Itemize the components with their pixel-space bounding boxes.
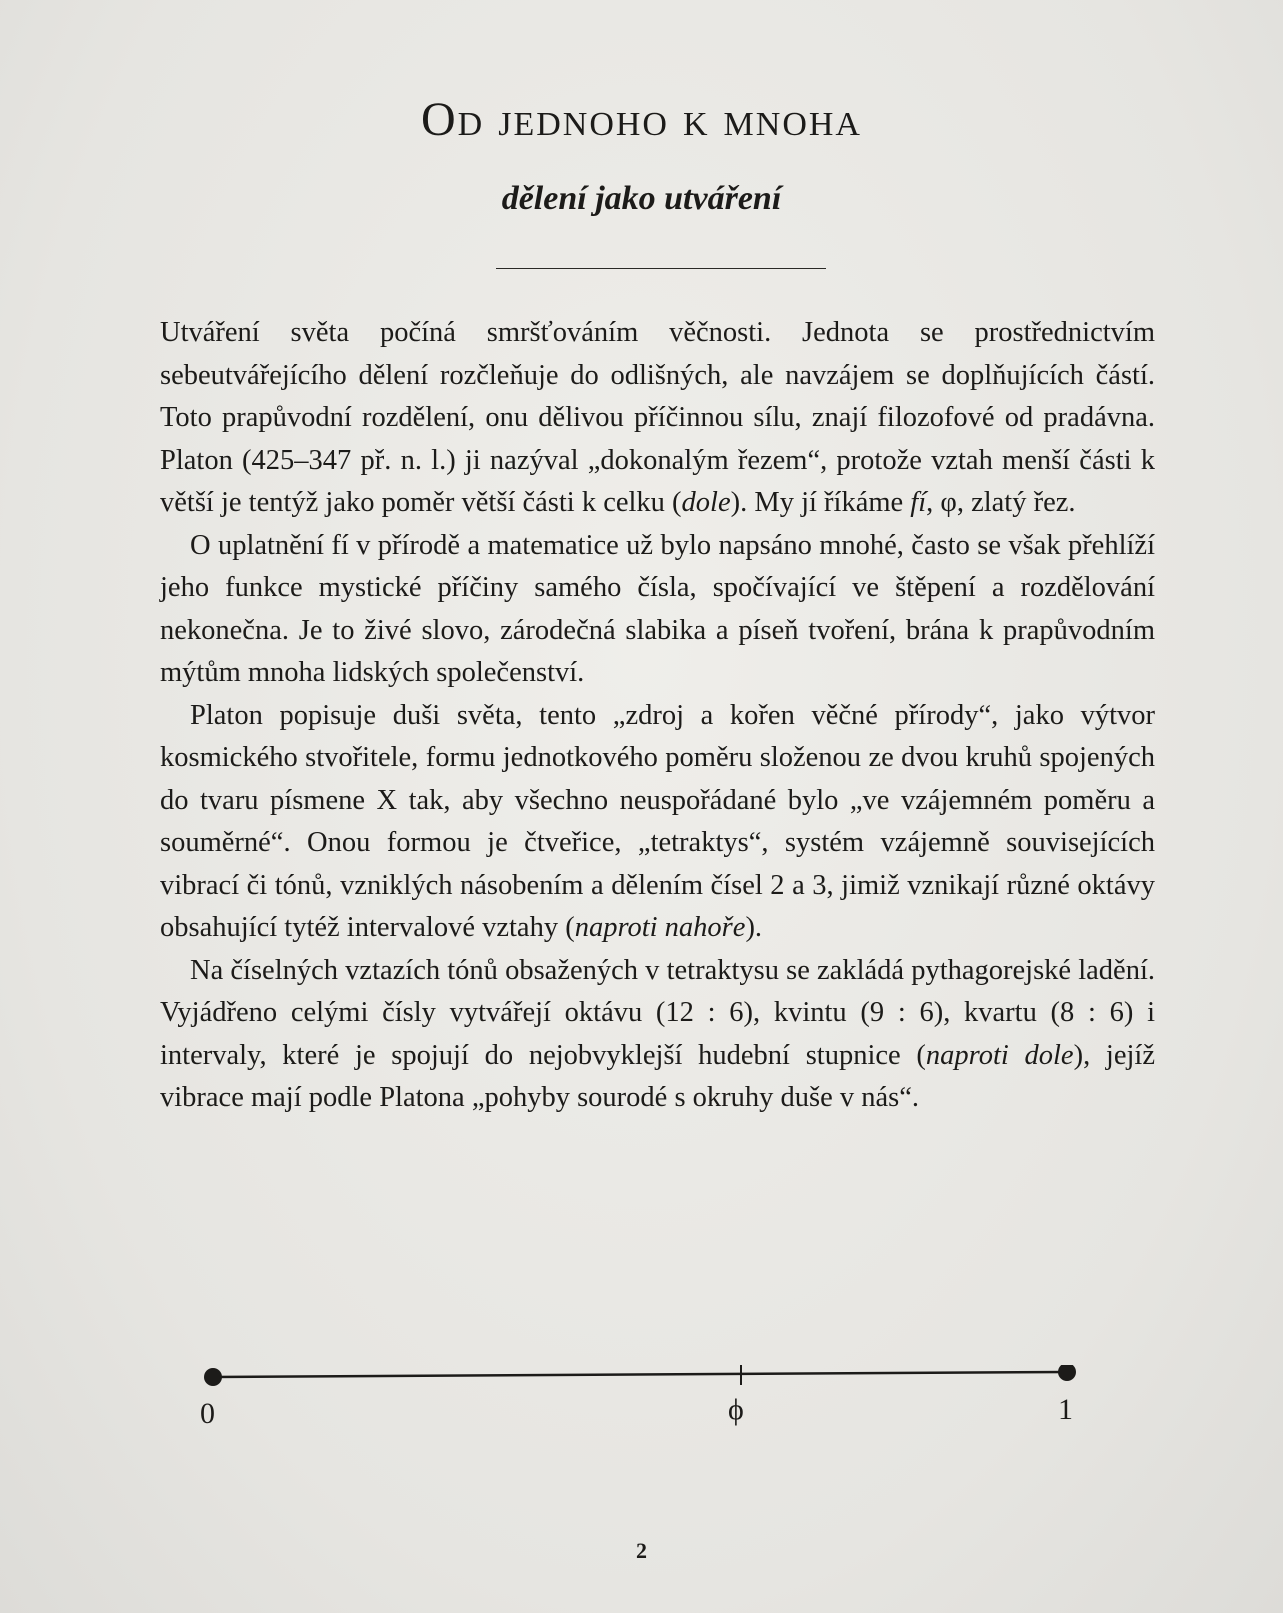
golden-section-diagram: [180, 1365, 1130, 1485]
segment-line: [213, 1372, 1067, 1377]
paragraph: Platon popisuje duši světa, tento „zdroj a kořen věčné přírody“, jako výtvor kosmického stvořitele, formu jednotkového poměru složenou ze dvou kruhů spojených do tvaru písmene X tak, aby všechno neuspořádané bylo „ve vzájemném poměru a souměrné“. Onou formou je čtveřice, „tetraktys“, systém vzájemně souvisejících vibrací či tónů, vzniklých násobením a dělením čísel 2 a 3, jimiž vznikají různé oktávy obsahující tytéž intervalové vztahy (naproti nahoře).: [160, 699, 1155, 943]
golden-section-line-svg: [180, 1365, 1130, 1485]
title-divider: [496, 268, 826, 269]
page-number: 2: [636, 1538, 647, 1563]
chapter-subtitle: dělení jako utváření: [501, 180, 782, 217]
paragraph: Utváření světa počíná smršťováním věčnosti. Jednota se prostřednictvím sebeutvářejícího dělení rozčleňuje do odlišných, ale navzájem se doplňujících částí. Toto prapůvodní rozdělení, onu dělivou příčinnou sílu, znají filozofové od pradávna. Platon (425–347 př. n. l.) ji nazýval „dokonalým řezem“, protože vztah menší části k větší je tentýž jako poměr větší části k celku (dole). My jí říkáme fí, φ, zlatý řez.: [160, 317, 1155, 518]
label-phi: ϕ: [728, 1393, 744, 1426]
paragraph: O uplatnění fí v přírodě a matematice už bylo napsáno mnohé, často se však přehlíží jeho funkce mystické příčiny samého čísla, spočívající ve štěpení a rozdělování nekonečna. Je to živé slovo, zárodečná slabika a píseň tvoření, brána k prapůvodním mýtům mnoha lidských společenství.: [160, 529, 1155, 688]
chapter-title: Od jednoho k mnoha: [421, 93, 862, 146]
end-point: [1058, 1365, 1076, 1381]
label-one: 1: [1058, 1393, 1073, 1426]
label-zero: 0: [200, 1397, 215, 1430]
start-point: [204, 1368, 222, 1386]
body-text: [160, 312, 1155, 1120]
paragraph: Na číselných vztazích tónů obsažených v tetraktysu se zakládá pythagorejské ladění. Vyjádřeno celými čísly vytvářejí oktávu (12 : 6), kvintu (9 : 6), kvartu (8 : 6) i intervaly, které je spojují do nejobvyklejší hudební stupnice (naproti dole), jejíž vibrace mají podle Platona „pohyby sourodé s okruhy duše v nás“.: [160, 954, 1155, 1113]
